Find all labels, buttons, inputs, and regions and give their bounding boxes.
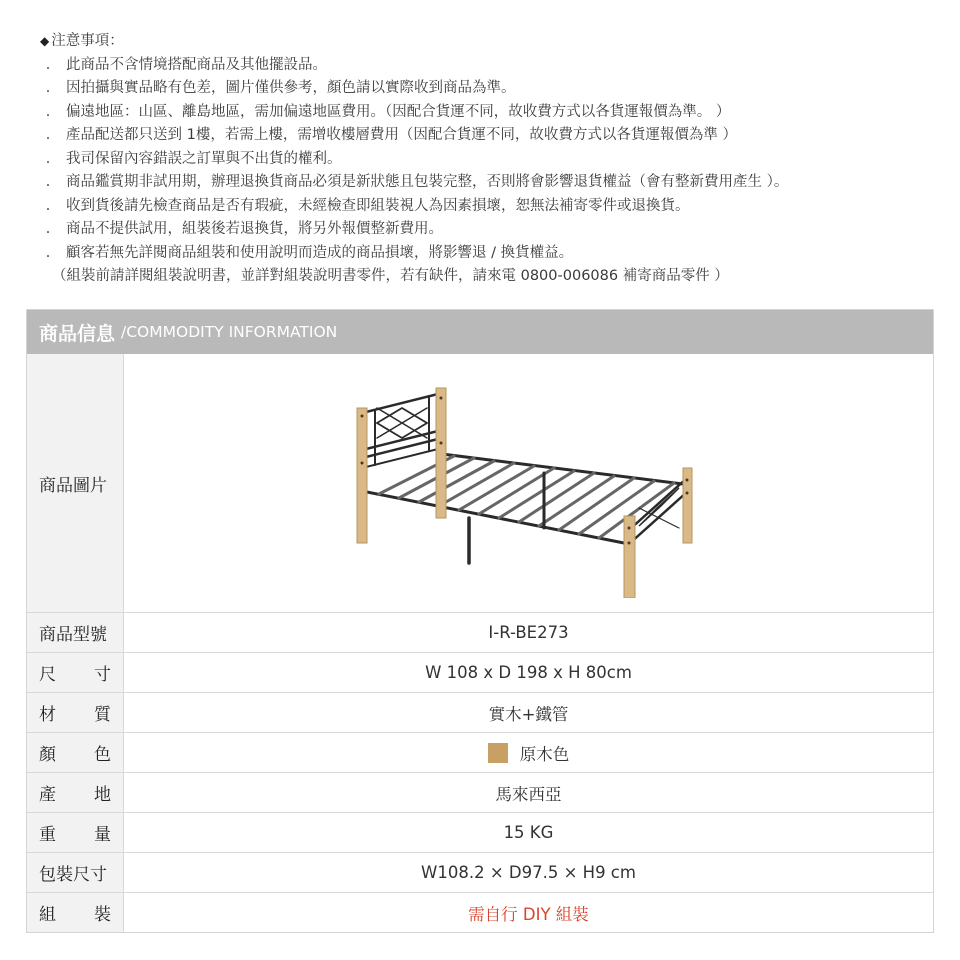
info-row-material bbox=[27, 692, 933, 732]
notes-heading-text: 注意事項： bbox=[51, 33, 124, 49]
info-value: W 108 x D 198 x H 80cm bbox=[425, 663, 632, 682]
info-row-model bbox=[27, 612, 933, 652]
note-item bbox=[40, 242, 940, 266]
note-text: 偏遠地區：山區、離島地區，需加偏遠地區費用。（因配合貨運不同，故收費方式以各貨運報價為準。 ） bbox=[66, 103, 731, 120]
info-label bbox=[27, 893, 124, 932]
note-text: 此商品不含情境搭配商品及其他擺設品。 bbox=[66, 56, 327, 73]
info-label bbox=[27, 853, 124, 892]
product-image-cell bbox=[124, 354, 933, 612]
bullet: ． bbox=[45, 244, 61, 261]
commodity-info-table bbox=[26, 309, 934, 933]
diamond-icon: ◆ bbox=[40, 34, 50, 48]
note-item bbox=[40, 101, 940, 125]
notes-footer: （組裝前請詳閱組裝說明書，並詳對組裝說明書零件，若有缺件，請來電 0800-006086 補寄商品零件 ） bbox=[52, 268, 729, 284]
info-label-char: 質 bbox=[94, 705, 111, 725]
info-label-char: 裝 bbox=[94, 905, 111, 925]
bullet: ． bbox=[45, 150, 61, 167]
bullet: ． bbox=[45, 127, 61, 143]
bullet: ． bbox=[45, 80, 61, 96]
note-text: 顧客若無先詳閱商品組裝和使用說明而造成的商品損壞，將影響退 / 換貨權益。 bbox=[66, 244, 574, 261]
bullet: ． bbox=[45, 221, 61, 237]
bullet: ． bbox=[45, 103, 61, 120]
info-subtitle: /COMMODITY INFORMATION bbox=[121, 323, 338, 341]
info-label-char: 組 bbox=[39, 905, 56, 925]
info-value: I-R-BE273 bbox=[488, 623, 569, 642]
note-text: 商品不提供試用，組裝後若退換貨，將另外報價整新費用。 bbox=[66, 221, 443, 237]
info-label-char: 尺 bbox=[39, 665, 56, 685]
info-label-text: 包裝尺寸 bbox=[39, 865, 107, 885]
info-value: W108.2 × D97.5 × H9 cm bbox=[421, 863, 636, 882]
info-banner bbox=[27, 310, 933, 354]
info-label bbox=[27, 693, 124, 732]
bullet: ． bbox=[45, 56, 61, 73]
info-label-char: 材 bbox=[39, 705, 56, 725]
note-text: 我司保留內容錯誤之訂單與不出貨的權利。 bbox=[66, 150, 342, 167]
info-row-image bbox=[27, 354, 933, 612]
info-row-assembly bbox=[27, 892, 933, 932]
note-item bbox=[40, 124, 940, 148]
color-name: 原木色 bbox=[519, 744, 570, 764]
info-label-char: 色 bbox=[94, 745, 111, 765]
info-value bbox=[124, 733, 933, 772]
info-label-text: 商品型號 bbox=[39, 625, 107, 645]
info-label-char: 地 bbox=[94, 785, 111, 805]
info-value: 馬來西亞 bbox=[495, 784, 562, 804]
info-row-size bbox=[27, 652, 933, 692]
info-label-char: 產 bbox=[39, 785, 56, 805]
info-value: 需自行 DIY 組裝 bbox=[468, 904, 589, 924]
info-label bbox=[27, 653, 124, 692]
info-label-char: 寸 bbox=[94, 665, 111, 685]
note-item bbox=[40, 218, 940, 242]
notes-section bbox=[40, 30, 940, 289]
note-item bbox=[40, 195, 940, 219]
note-item bbox=[40, 148, 940, 172]
info-row-weight bbox=[27, 812, 933, 852]
info-value: 實木+鐵管 bbox=[488, 704, 569, 724]
bullet: ． bbox=[45, 197, 61, 214]
note-item bbox=[40, 77, 940, 101]
notes-heading bbox=[40, 30, 940, 54]
info-row-origin bbox=[27, 772, 933, 812]
note-item bbox=[40, 54, 940, 78]
info-value: 15 KG bbox=[503, 823, 554, 842]
info-label bbox=[27, 613, 124, 652]
note-text: 收到貨後請先檢查商品是否有瑕疵，未經檢查即組裝視人為因素損壞，恕無法補寄零件或退換貨。 bbox=[66, 197, 690, 214]
info-label-char: 顏 bbox=[39, 745, 56, 765]
bullet: ． bbox=[45, 174, 61, 190]
info-label bbox=[27, 773, 124, 812]
info-row-color bbox=[27, 732, 933, 772]
info-label bbox=[27, 813, 124, 852]
note-text: 商品鑑賞期非試用期，辦理退換貨商品必須是新狀態且包裝完整，否則將會影響退貨權益（會有整新費用產生 ）。 bbox=[66, 174, 789, 190]
color-swatch bbox=[488, 743, 508, 763]
info-title: 商品信息 bbox=[39, 322, 116, 345]
info-label-char: 量 bbox=[94, 825, 111, 845]
info-label-text: 商品圖片 bbox=[39, 475, 107, 496]
note-text: 產品配送都只送到 1樓，若需上樓，需增收樓層費用（因配合貨運不同，故收費方式以各貨運報價為準 ） bbox=[66, 127, 737, 143]
info-label-char: 重 bbox=[39, 825, 56, 845]
note-text: 因拍攝與實品略有色差，圖片僅供參考，顏色請以實際收到商品為準。 bbox=[66, 80, 516, 96]
info-row-package-size bbox=[27, 852, 933, 892]
info-label bbox=[27, 354, 124, 612]
info-label bbox=[27, 733, 124, 772]
product-image bbox=[339, 368, 719, 598]
note-item bbox=[40, 171, 940, 195]
